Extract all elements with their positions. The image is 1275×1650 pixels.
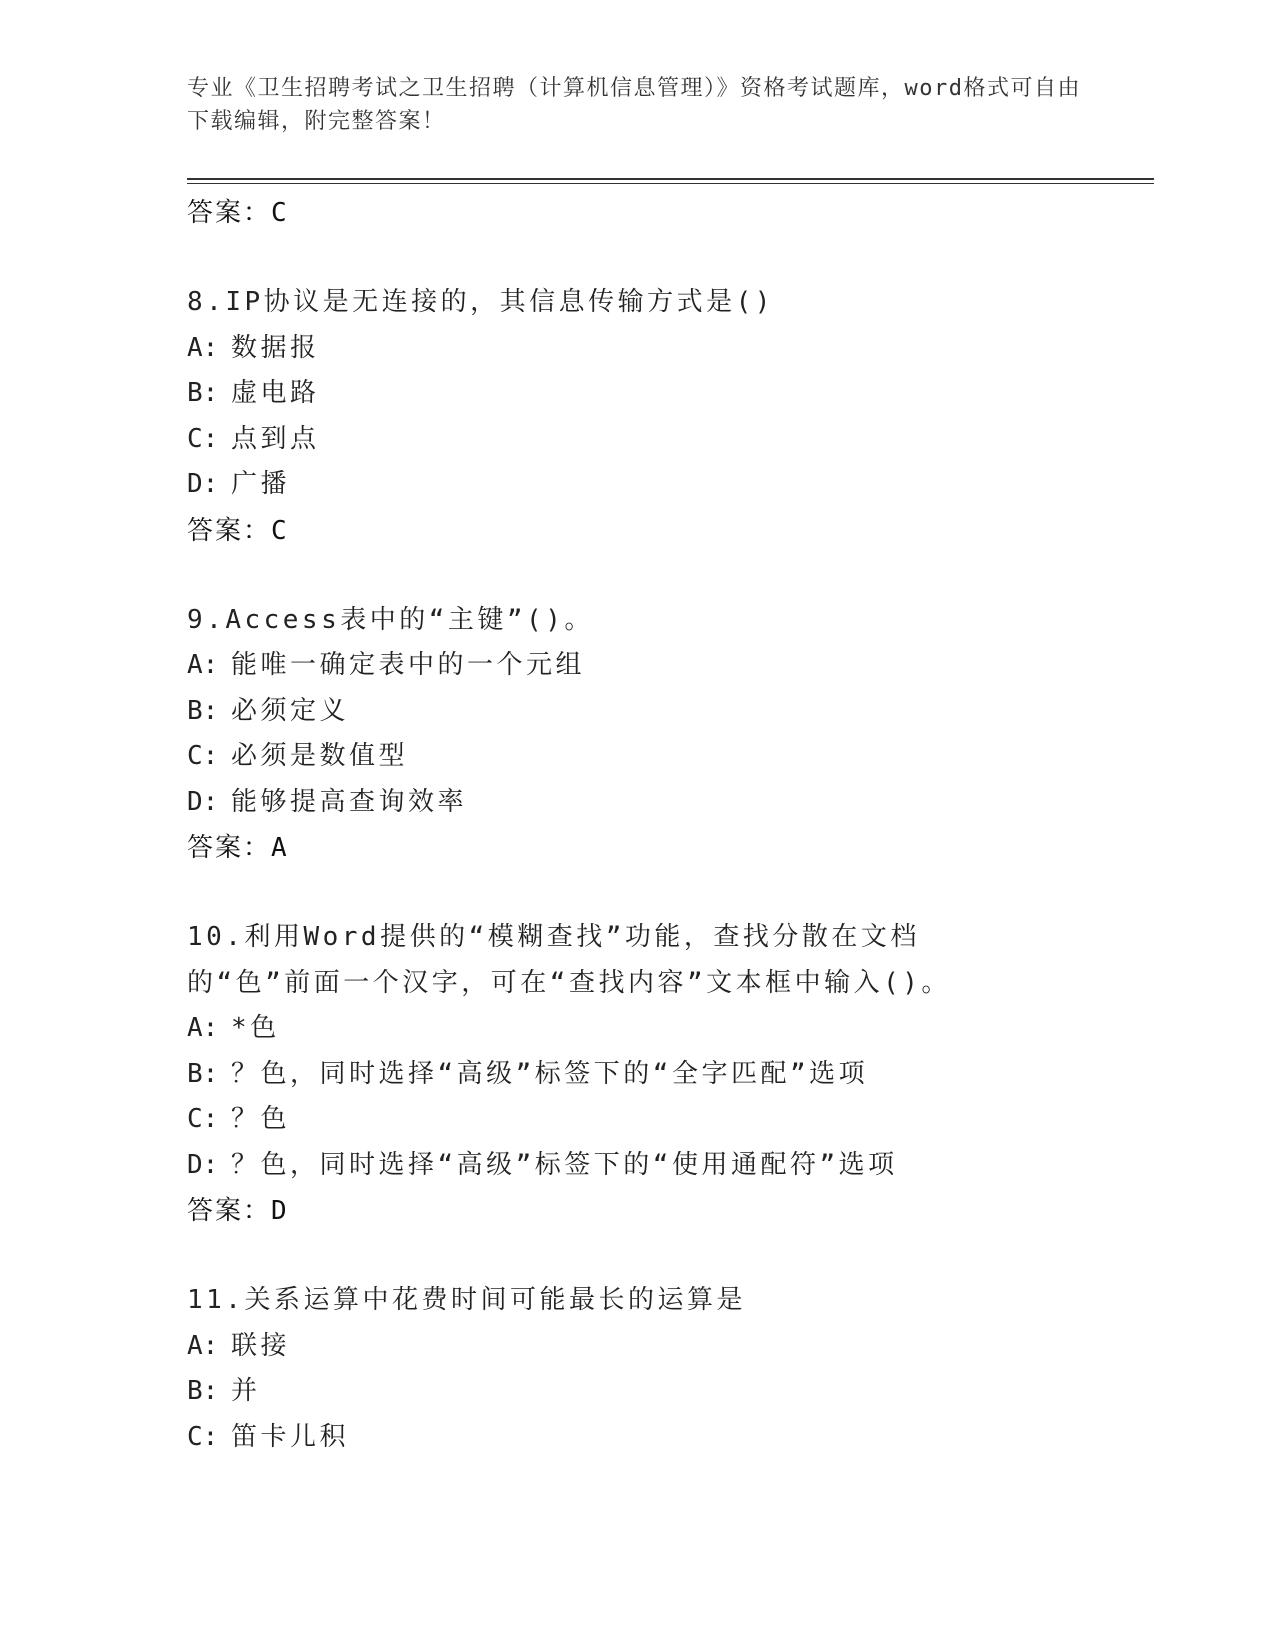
option-c [187,734,1087,780]
answer-label: 答案： [187,198,272,228]
option-text: 点到点 [231,423,320,454]
option-c [187,1415,1087,1461]
option-text: 必须是数值型 [231,741,409,771]
option-text: 笛卡儿积 [231,1421,350,1452]
option-d [187,780,1087,826]
option-text: 广播 [231,469,291,499]
question-stem [187,915,1027,1006]
option-text: 虚电路 [231,378,320,408]
option-letter: C: [187,423,219,454]
option-text: 联接 [231,1330,291,1361]
question-block [187,915,1087,1234]
header-divider-thin [187,183,1154,184]
option-text: ？色，同时选择“高级”标签下的“使用通配符”选项 [231,1149,898,1180]
answer-value: C [271,515,287,546]
option-c [187,417,1087,463]
option-b [187,371,1087,417]
option-letter: B: [187,1376,219,1406]
answer-value: D [271,1196,287,1226]
option-c [187,1097,1087,1143]
option-b [187,689,1087,735]
option-letter: D: [187,1149,219,1180]
option-text: 能够提高查询效率 [231,786,468,817]
answer-value: A [271,833,287,863]
option-a [187,643,1087,689]
option-text: 并 [231,1376,261,1406]
option-text: 必须定义 [231,695,350,726]
question-block [187,1278,1087,1460]
option-text: ？色 [231,1104,291,1134]
question-text: Access表中的“主键”()。 [225,604,594,635]
option-a [187,1006,1087,1052]
question-list [187,190,1087,1460]
option-letter: B: [187,378,219,408]
question-text: 利用Word提供的“模糊查找”功能，查找分散在文档的“色”前面一个汉字，可在“查找内容”文本框中输入()。 [187,922,951,998]
answer-line [187,190,1087,236]
option-b [187,1052,1087,1098]
option-letter: D: [187,786,219,817]
answer-line [187,1188,1087,1234]
answer-line [187,825,1087,871]
question-number: 11. [187,1285,245,1315]
header-divider [187,178,1154,180]
answer-line [187,508,1087,554]
answer-label: 答案： [187,515,272,546]
option-letter: C: [187,1104,219,1134]
question-number: 8. [187,287,226,317]
question-stem [187,280,1087,326]
question-number: 10. [187,922,245,952]
option-letter: A: [187,1013,219,1043]
option-d [187,1143,1087,1189]
option-d [187,462,1087,508]
answer-value: C [271,198,287,228]
option-text: *色 [231,1013,280,1043]
question-text: IP协议是无连接的，其信息传输方式是() [225,287,774,317]
option-text: 能唯一确定表中的一个元组 [231,650,586,680]
option-letter: A: [187,332,219,363]
document-header: 专业《卫生招聘考试之卫生招聘（计算机信息管理）》资格考试题库，word格式可自由下载编辑，附完整答案！ [187,76,1081,134]
answer-label: 答案： [187,1196,272,1226]
option-letter: D: [187,469,219,499]
option-text: 数据报 [231,332,320,363]
question-stem [187,598,1087,644]
option-letter: B: [187,695,219,726]
option-a [187,326,1087,372]
option-letter: A: [187,1330,219,1361]
option-letter: C: [187,1421,219,1452]
option-letter: B: [187,1058,219,1089]
question-block [187,598,1087,872]
option-letter: A: [187,650,219,680]
answer-label: 答案： [187,833,272,863]
question-number: 9. [187,604,226,635]
question-block [187,280,1087,554]
option-a [187,1324,1087,1370]
question-stem [187,1278,1087,1324]
question-text: 关系运算中花费时间可能最长的运算是 [244,1285,746,1315]
option-text: ？色，同时选择“高级”标签下的“全字匹配”选项 [231,1058,869,1089]
option-letter: C: [187,741,219,771]
option-b [187,1369,1087,1415]
